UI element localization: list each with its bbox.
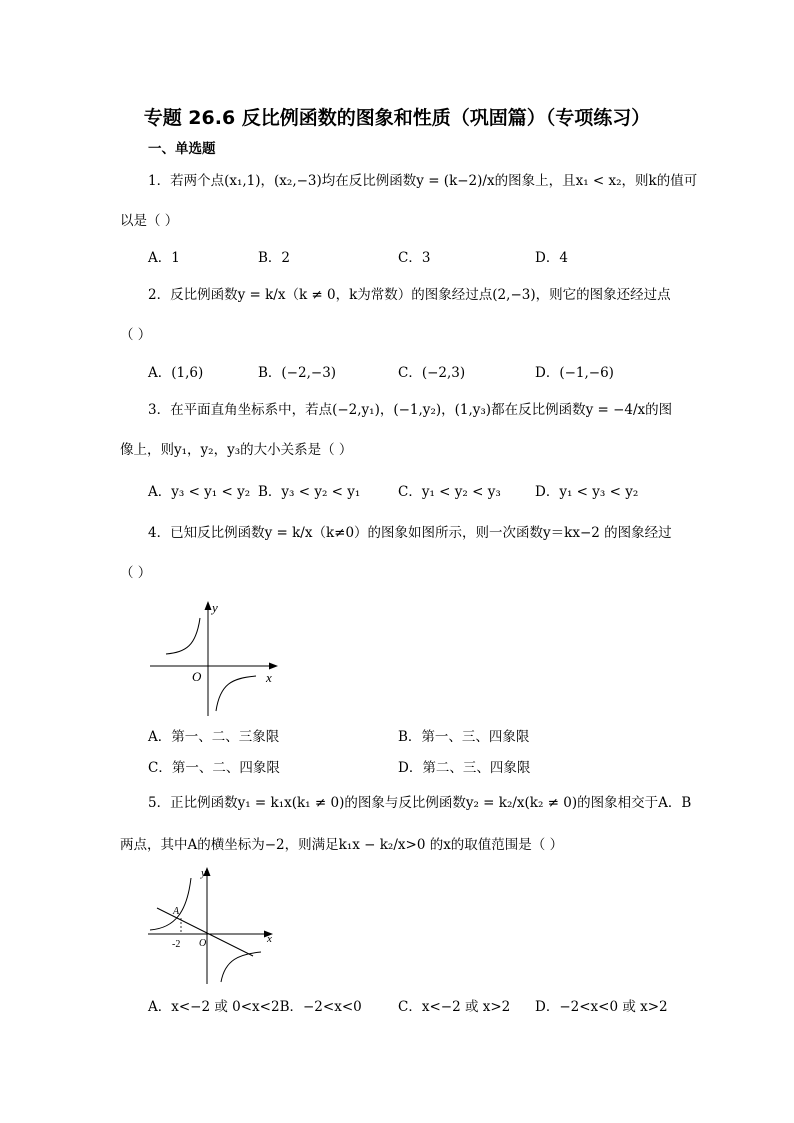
q1-option-b: B．2 xyxy=(258,250,291,266)
q2-stem-line2: （ ） xyxy=(120,327,152,343)
q2-option-c: C．(−2,3) xyxy=(398,365,466,381)
q3-option-a: A．y₃ < y₁ < y₂ xyxy=(148,484,251,500)
q4-branch-left xyxy=(166,618,200,654)
q5-option-ab: A．x<−2 或 0<x<2B．−2<x<0 xyxy=(148,999,362,1015)
q3-stem-line1: 3．在平面直角坐标系中，若点(−2,y₁)，(−1,y₂)，(1,y₃)都在反比例函数y = −4/x的图 xyxy=(148,402,673,418)
q5-stem-line2: 两点，其中A的横坐标为−2，则满足k₁x − k₂/x>0 的x的取值范围是（ ） xyxy=(120,837,564,853)
q4-option-c: C．第一、二、四象限 xyxy=(148,760,280,776)
q1-option-a: A．1 xyxy=(148,250,180,266)
q1-option-c: C．3 xyxy=(398,250,431,266)
q2-option-a: A．(1,6) xyxy=(148,365,204,381)
q4-stem-line2: （ ） xyxy=(120,565,152,581)
q5-origin-label: O xyxy=(199,938,207,949)
q1-stem-line1: 1．若两个点(x₁,1)，(x₂,−3)均在反比例函数y = (k−2)/x的图象上，且x₁ < x₂，则k的值可 xyxy=(148,173,698,189)
q5-option-c: C．x<−2 或 x>2 xyxy=(398,999,511,1015)
q5-y-label: y xyxy=(201,867,206,879)
q5-intersection-figure xyxy=(145,864,280,986)
q4-option-b: B．第一、三、四象限 xyxy=(398,729,530,745)
q4-y-arrow xyxy=(205,601,212,610)
q5-branch-right xyxy=(221,952,261,982)
q3-option-b: B．y₃ < y₂ < y₁ xyxy=(258,484,361,500)
q4-x-arrow xyxy=(269,663,278,670)
q4-stem-line1: 4．已知反比例函数y = k/x（k≠0）的图象如图所示，则一次函数y＝kx−2 的图象经过 xyxy=(148,525,672,541)
q2-option-b: B．(−2,−3) xyxy=(258,365,337,381)
q4-y-label: y xyxy=(212,600,218,615)
q5-x-label: x xyxy=(267,933,272,945)
q4-option-a: A．第一、二、三象限 xyxy=(148,729,280,745)
q5-point-a-label: A xyxy=(173,906,180,917)
q5-stem-line1: 5．正比例函数y₁ = k₁x(k₁ ≠ 0)的图象与反比例函数y₂ = k₂/x(k₂ ≠ 0)的图象相交于A．B xyxy=(148,795,692,811)
q5-tick-label: -2 xyxy=(172,939,181,950)
q2-stem-line1: 2．反比例函数y = k/x（k ≠ 0，k为常数）的图象经过点(2,−3)，则它的图象还经过点 xyxy=(148,287,671,303)
q4-option-d: D．第二、三、四象限 xyxy=(398,760,531,776)
q5-option-d: D．−2<x<0 或 x>2 xyxy=(535,999,668,1015)
q1-option-d: D．4 xyxy=(535,250,568,266)
page-title: 专题 26.6 反比例函数的图象和性质（巩固篇）（专项练习） xyxy=(143,107,651,129)
q4-x-label: x xyxy=(266,670,272,685)
q4-hyperbola-figure xyxy=(148,596,280,718)
q1-stem-line2: 以是（ ） xyxy=(120,213,179,229)
section-heading: 一、单选题 xyxy=(148,141,216,157)
q4-origin-label: O xyxy=(192,669,202,684)
q3-option-d: D．y₁ < y₃ < y₂ xyxy=(535,484,639,500)
q4-branch-right xyxy=(216,676,256,711)
q3-stem-line2: 像上，则y₁，y₂，y₃的大小关系是（ ） xyxy=(120,442,353,458)
q2-option-d: D．(−1,−6) xyxy=(535,365,614,381)
q3-option-c: C．y₁ < y₂ < y₃ xyxy=(398,484,501,500)
